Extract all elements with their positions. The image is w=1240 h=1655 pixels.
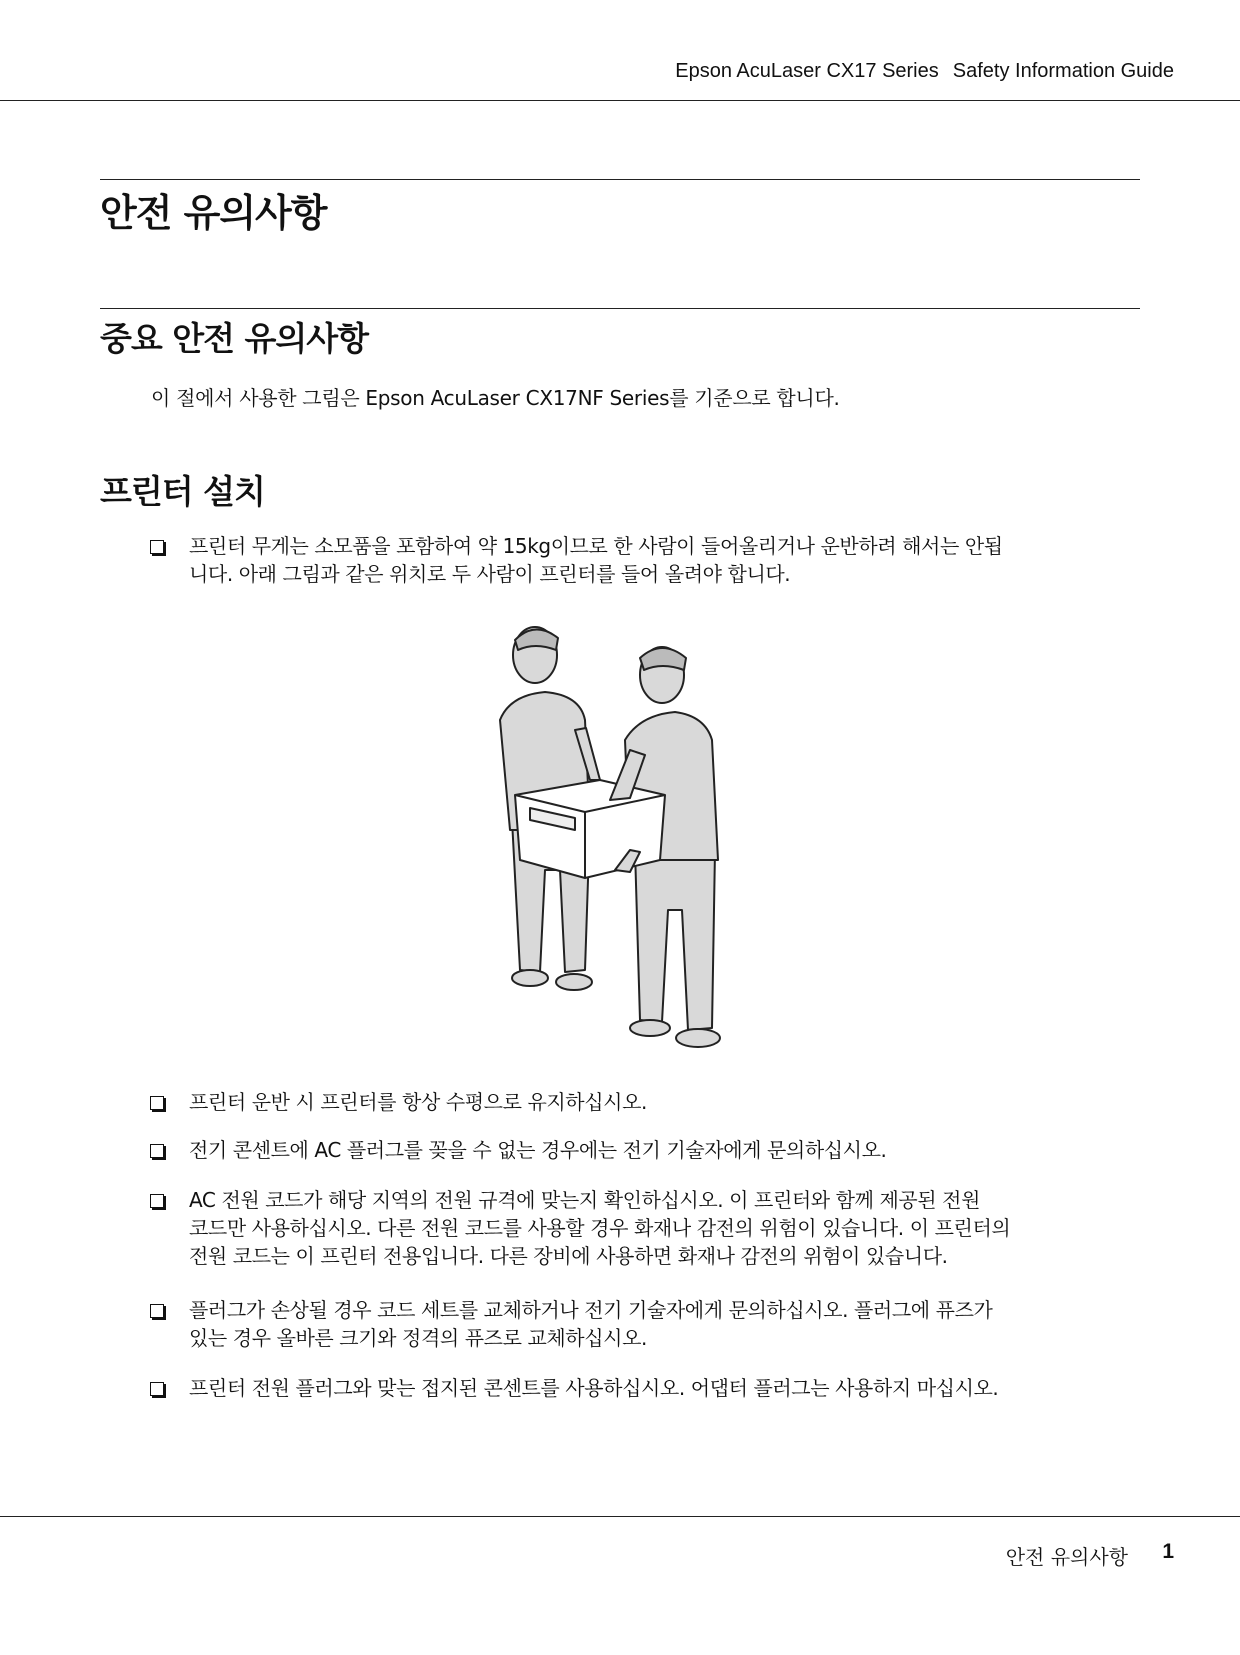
bullet-line: 플러그가 손상될 경우 코드 세트를 교체하거나 전기 기술자에게 문의하십시오. 플러그에 퓨즈가 — [189, 1298, 993, 1322]
header-guide-title: Safety Information Guide — [952, 60, 1174, 82]
checkbox-bullet-icon — [150, 1194, 164, 1208]
header-product: Epson AcuLaser CX17 Series — [675, 60, 939, 82]
list-item — [150, 1186, 1140, 1270]
checkbox-bullet-icon — [150, 540, 164, 554]
bullet-line: 코드만 사용하십시오. 다른 전원 코드를 사용할 경우 화재나 감전의 위험이 있습니다. 이 프린터의 — [189, 1216, 1011, 1240]
bullet-line: 프린터 전원 플러그와 맞는 접지된 콘센트를 사용하십시오. 어댑터 플러그는 사용하지 마십시오. — [189, 1376, 999, 1400]
bullet-line: 전원 코드는 이 프린터 전용입니다. 다른 장비에 사용하면 화재나 감전의 위험이 있습니다. — [189, 1244, 948, 1268]
subsection-title: 프린터 설치 — [100, 472, 265, 511]
page-title: 안전 유의사항 — [100, 191, 327, 235]
list-item — [150, 1296, 1140, 1352]
footer-rule — [0, 1516, 1240, 1517]
checkbox-bullet-icon — [150, 1382, 164, 1396]
bullet-line: AC 전원 코드가 해당 지역의 전원 규격에 맞는지 확인하십시오. 이 프린터와 함께 제공된 전원 — [189, 1188, 981, 1212]
header-rule — [0, 100, 1240, 101]
section-rule — [100, 308, 1140, 309]
list-item — [150, 1136, 1140, 1164]
checkbox-bullet-icon — [150, 1096, 164, 1110]
running-header — [675, 60, 1174, 83]
section-intro: 이 절에서 사용한 그림은 Epson AcuLaser CX17NF Series를 기준으로 합니다. — [151, 386, 840, 410]
checkbox-bullet-icon — [150, 1144, 164, 1158]
bullet-line: 니다. 아래 그림과 같은 위치로 두 사람이 프린터를 들어 올려야 합니다. — [189, 562, 791, 586]
title-rule — [100, 179, 1140, 180]
printer — [515, 780, 665, 878]
checkbox-bullet-icon — [150, 1304, 164, 1318]
list-item — [150, 1374, 1140, 1402]
two-people-lifting-printer-illustration — [490, 620, 760, 1050]
bullet-line: 있는 경우 올바른 크기와 정격의 퓨즈로 교체하십시오. — [189, 1326, 647, 1350]
bullet-line: 전기 콘센트에 AC 플러그를 꽂을 수 없는 경우에는 전기 기술자에게 문의하십시오. — [189, 1138, 887, 1162]
list-item — [150, 1088, 1140, 1116]
right-person-legs — [635, 850, 715, 1030]
bullet-line: 프린터 운반 시 프린터를 항상 수평으로 유지하십시오. — [189, 1090, 647, 1114]
footer-section-label: 안전 유의사항 — [1005, 1545, 1128, 1569]
page-number: 1 — [1162, 1540, 1174, 1563]
list-item — [150, 532, 1140, 588]
bullet-line: 프린터 무게는 소모품을 포함하여 약 15kg이므로 한 사람이 들어올리거나 운반하려 해서는 안됩 — [189, 534, 1003, 558]
section-title: 중요 안전 유의사항 — [100, 319, 369, 358]
